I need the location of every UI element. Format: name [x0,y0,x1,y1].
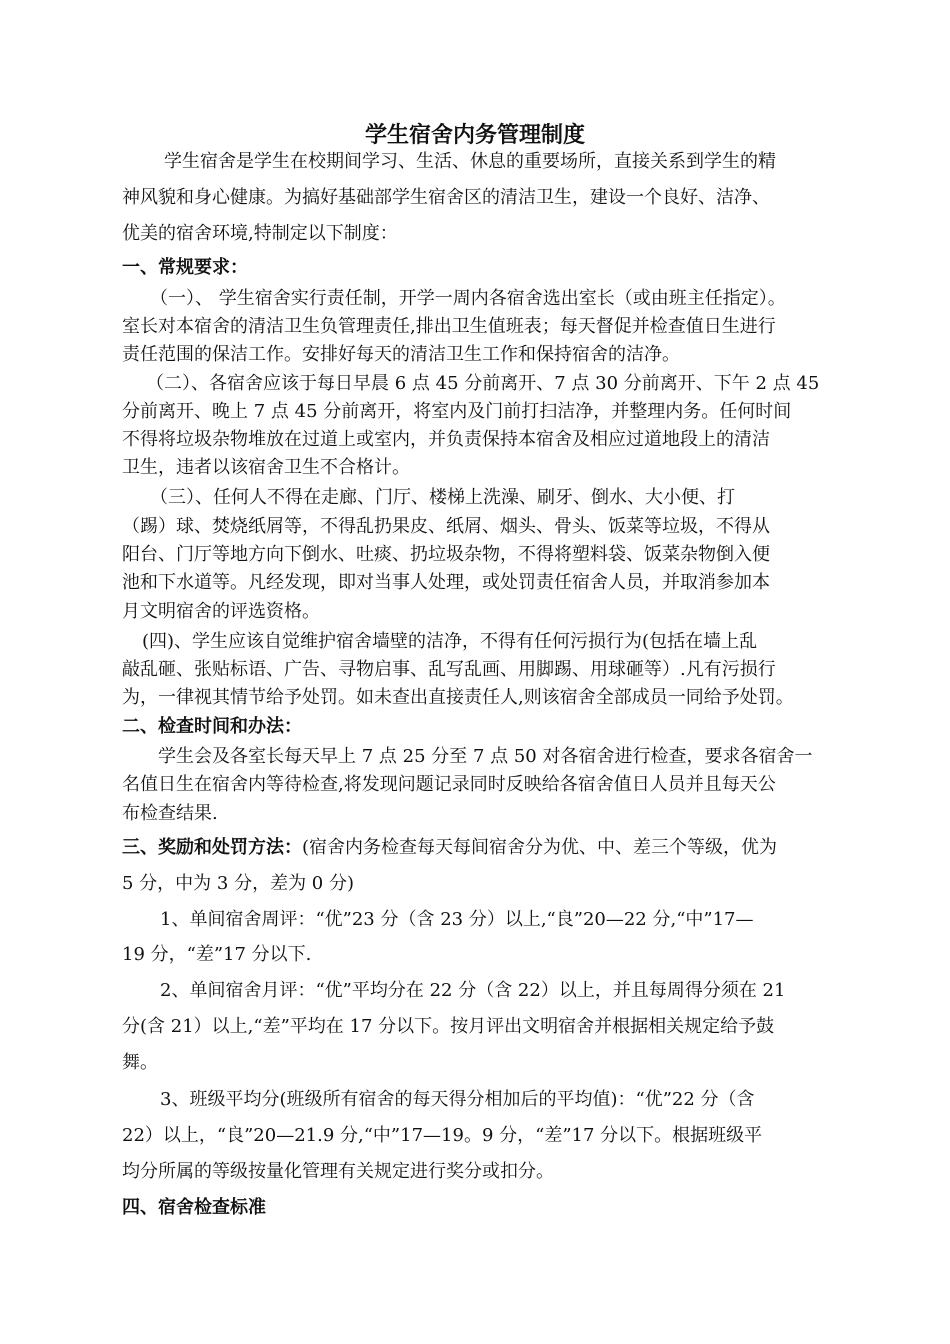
intro-line: 学生宿舍是学生在校期间学习、生活、休息的重要场所，直接关系到学生的精 [164,151,776,172]
paragraph-line: 均分所属的等级按量化管理有关规定进行奖分或扣分。 [122,1161,554,1182]
paragraph-line: 卫生，违者以该宿舍卫生不合格计。 [122,457,410,478]
paragraph-line: 名值日生在宿舍内等待检查,将发现问题记录同时反映给各宿舍值日人员并且每天公 [122,774,776,795]
paragraph-line: 布检查结果. [122,803,218,824]
paragraph-line: 19 分，“差”17 分以下. [122,944,312,965]
paragraph-line: 学生会及各室长每天早上 7 点 25 分至 7 点 50 对各宿舍进行检查，要求各宿舍一 [158,746,813,767]
paragraph-line: 舞。 [122,1052,158,1073]
paragraph-line: 分前离开、晚上 7 点 45 分前离开，将室内及门前打扫洁净，并整理内务。任何时间 [122,401,792,422]
paragraph-line: 3、班级平均分(班级所有宿舍的每天得分相加后的平均值)：“优”22 分（含 [160,1089,755,1110]
paragraph-line: （三）、任何人不得在走廊、门厅、楼梯上洗澡、刷牙、倒水、大小便、打 [150,487,735,508]
paragraph-line: 1、单间宿舍周评：“优”23 分（含 23 分）以上,“良”20—22 分,“中”17— [160,909,754,930]
paragraph-line: 2、单间宿舍月评：“优”平均分在 22 分（含 22）以上，并且每周得分须在 21 [160,980,786,1001]
section-heading-note: (宿舍内务检查每天每间宿舍分为优、中、差三个等级，优为 [302,837,778,858]
section-heading-line [122,836,777,860]
paragraph-line: （二）、各宿舍应该于每日早晨 6 点 45 分前离开、7 点 30 分前离开、下午 2 点 45 [146,373,820,394]
section-heading: 四、宿舍检查标准 [122,1197,266,1218]
paragraph-line: 阳台、门厅等地方向下倒水、吐痰、扔垃圾杂物，不得将塑料袋、饭菜杂物倒入便 [122,544,770,565]
paragraph-line: 敲乱砸、张贴标语、广告、寻物启事、乱写乱画、用脚踢、用球砸等）.凡有污损行 [122,659,776,680]
intro-line: 神风貌和身心健康。为搞好基础部学生宿舍区的清洁卫生，建设一个良好、洁净、 [122,187,770,208]
paragraph-line: (四)、学生应该自觉维护宿舍墙壁的洁净，不得有任何污损行为(包括在墙上乱 [142,631,758,652]
paragraph-line: 不得将垃圾杂物堆放在过道上或室内，并负责保持本宿舍及相应过道地段上的清洁 [122,429,770,450]
paragraph-line: 5 分，中为 3 分，差为 0 分) [122,873,354,894]
section-heading: 三、奖励和处罚方法： [122,837,302,858]
paragraph-line: 室长对本宿舍的清洁卫生负管理责任,排出卫生值班表；每天督促并检查值日生进行 [122,316,776,337]
paragraph-line: 责任范围的保洁工作。安排好每天的清洁卫生工作和保持宿舍的洁净。 [122,344,680,365]
paragraph-line: （踢）球、焚烧纸屑等，不得乱扔果皮、纸屑、烟头、骨头、饭菜等垃圾，不得从 [122,516,770,537]
section-heading: 一、常规要求： [122,257,248,278]
section-heading: 二、检查时间和办法： [122,716,302,737]
paragraph-line: 池和下水道等。凡经发现，即对当事人处理，或处罚责任宿舍人员，并取消参加本 [122,572,770,593]
paragraph-line: 为，一律视其情节给予处罚。如未查出直接责任人,则该宿舍全部成员一同给予处罚。 [122,687,794,708]
paragraph-line: 22）以上，“良”20—21.9 分,“中”17—19。9 分，“差”17 分以下。根据班级平 [122,1125,763,1146]
intro-line: 优美的宿舍环境,特制定以下制度： [122,223,398,244]
paragraph-line: 分(含 21）以上,“差”平均在 17 分以下。按月评出文明宿舍并根据相关规定给予鼓 [122,1016,775,1037]
page-title: 学生宿舍内务管理制度 [364,123,585,148]
paragraph-line: 月文明宿舍的评选资格。 [122,601,320,622]
paragraph-line: （一）、 学生宿舍实行责任制，开学一周内各宿舍选出室长（或由班主任指定）。 [150,288,786,309]
